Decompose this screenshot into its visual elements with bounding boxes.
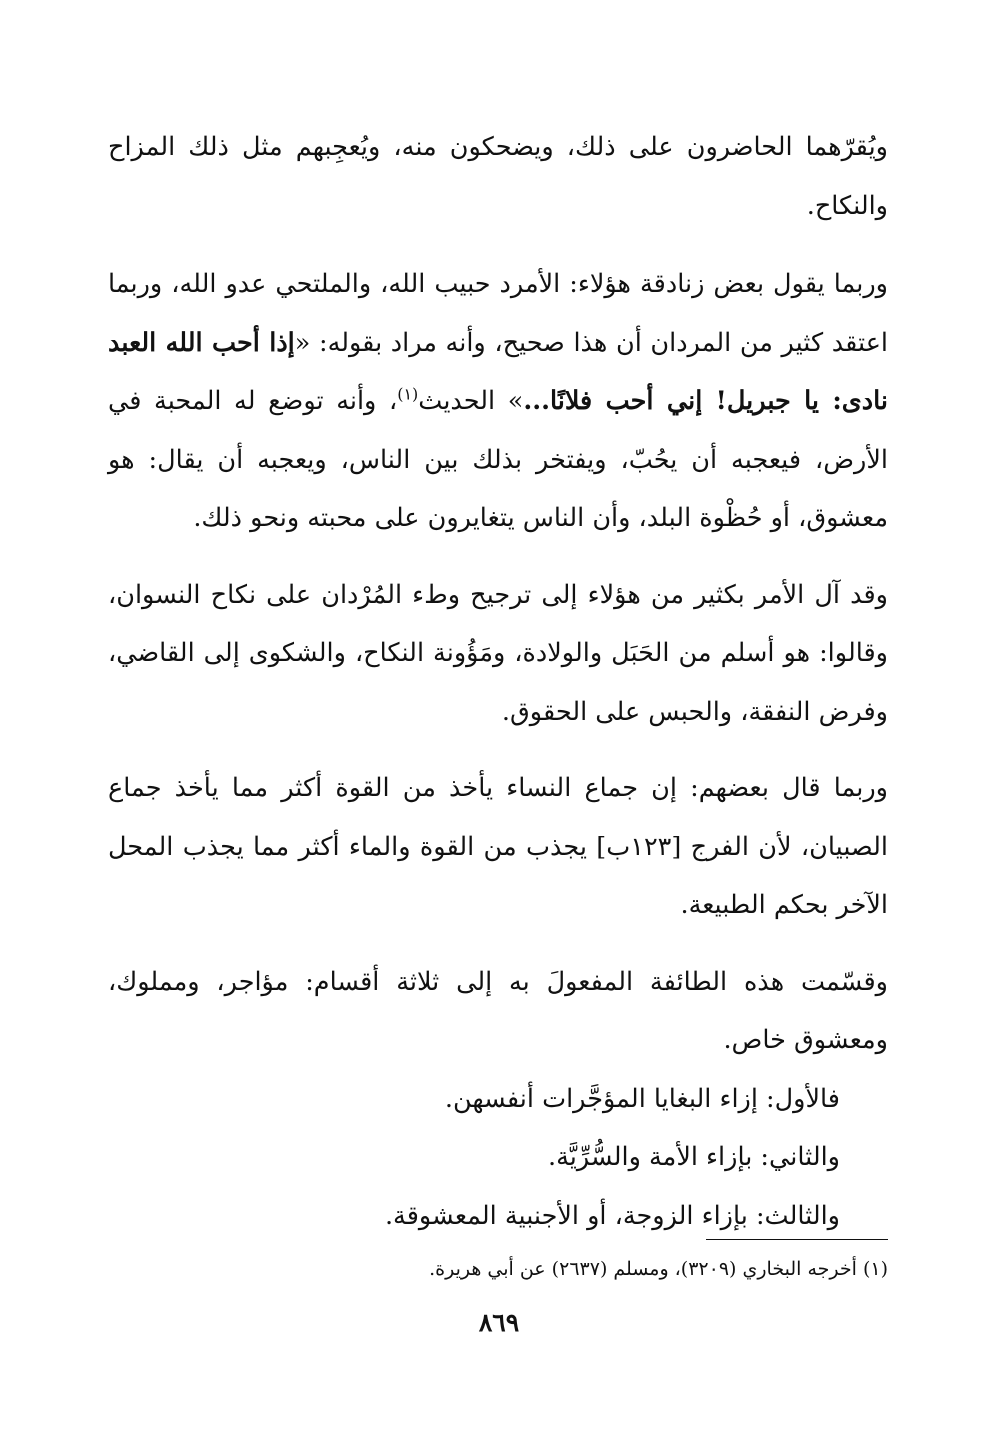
footnote-separator <box>706 1239 888 1240</box>
paragraph-2 <box>108 255 888 548</box>
footnote-marker[interactable]: (١) <box>397 384 419 404</box>
paragraph-3: وقد آل الأمر بكثير من هؤلاء إلى ترجيح وطء المُرْدان على نكاح النسوان، وقالوا: هو أسلم من الحَبَل والولادة، ومَؤُونة النكاح، والشكوى إلى القاضي، وفرض النفقة، والحبس على الحقوق. <box>108 579 888 727</box>
hadith-label: » الحديث <box>418 386 524 416</box>
footnote-text: أخرجه البخاري (٣٢٠٩)، ومسلم (٢٦٣٧) عن أبي هريرة. <box>429 1258 857 1280</box>
list-item: والثالث: بإزاء الزوجة، أو الأجنبية المعشوقة. <box>384 1200 840 1231</box>
list-item: والثاني: بإزاء الأمة والسُّرِّيَّة. <box>548 1142 840 1172</box>
footnote <box>108 1252 888 1286</box>
hadith-quote: إذا أحب الله العبد نادى: يا جبريل! إني أحب فلانًا... <box>108 327 888 416</box>
category-list <box>108 1070 888 1246</box>
footnote-number: (١) <box>862 1258 888 1280</box>
list-item: فالأول: إزاء البغايا المؤجَّرات أنفسهن. <box>444 1083 840 1114</box>
paragraph-5: وقسّمت هذه الطائفة المفعولَ به إلى ثلاثة أقسام: مؤاجر، ومملوك، ومعشوق خاص. <box>108 966 888 1055</box>
paragraph-2-intro: وربما يقول بعض زنادقة هؤلاء: الأمرد حبيب الله، والملتحي عدو الله، وربما اعتقد كثير من المردان أن هذا صحيح، وأنه مراد بقوله: « <box>108 269 888 358</box>
paragraph-2-continuation: ، وأنه توضع له المحبة في الأرض، فيعجبه أن يحُبّ، ويفتخر بذلك بين الناس، ويعجبه أن يقال: هو معشوق، أو حُظْوة البلد، وأن الناس يتغايرون على محبته ونحو ذلك. <box>108 386 888 533</box>
page-body <box>108 118 888 1245</box>
paragraph-1: ويُقرّهما الحاضرون على ذلك، ويضحكون منه، ويُعجِبهم مثل ذلك المزاح والنكاح. <box>108 132 888 221</box>
paragraph-4: وربما قال بعضهم: إن جماع النساء يأخذ من القوة أكثر مما يأخذ جماع الصبيان، لأن الفرج [١٢٣ب] يجذب من القوة والماء أكثر مما يجذب المحل الآخر بحكم الطبيعة. <box>108 773 888 920</box>
page-number: ٨٦٩ <box>478 1308 520 1337</box>
